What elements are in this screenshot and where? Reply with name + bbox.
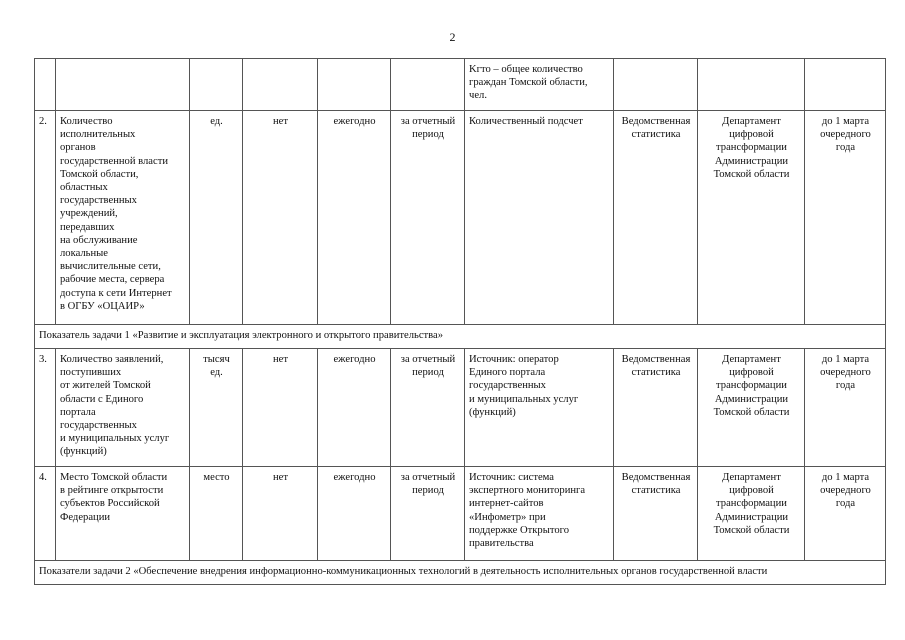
- section-row: [35, 325, 886, 349]
- method-cell: Источник: система экспертного мониторинга интернет-сайтов «Инфометр» при поддержке Открытого правительства: [465, 467, 614, 561]
- base-cell: [243, 59, 318, 111]
- frequency-cell: ежегодно: [318, 467, 391, 561]
- indicator-name: [56, 59, 190, 111]
- responsible-cell: Департамент цифровой трансформации Администрации Томской области: [698, 349, 805, 467]
- frequency-cell: ежегодно: [318, 349, 391, 467]
- frequency-cell: ежегодно: [318, 111, 391, 325]
- unit-cell: [190, 59, 243, 111]
- row-number: 4.: [35, 467, 56, 561]
- table-row: [35, 349, 886, 467]
- frequency-cell: [318, 59, 391, 111]
- indicator-name: Количество заявлений, поступивших от жителей Томской области с Единого портала государственных и муниципальных услуг (функций): [56, 349, 190, 467]
- source-cell: [614, 59, 698, 111]
- page-number: 2: [449, 30, 456, 44]
- table-row: [35, 467, 886, 561]
- row-number: [35, 59, 56, 111]
- indicator-name: Количество исполнительных органов государственной власти Томской области, областных государственных учреждений, передавших на обслуживание локальные вычислительные сети, рабочие места, сервера доступа к сети Интернет в ОГБУ «ОЦАИР»: [56, 111, 190, 325]
- period-cell: за отчетный период: [391, 111, 465, 325]
- base-cell: нет: [243, 349, 318, 467]
- responsible-cell: Департамент цифровой трансформации Администрации Томской области: [698, 111, 805, 325]
- unit-cell: место: [190, 467, 243, 561]
- responsible-cell: Департамент цифровой трансформации Администрации Томской области: [698, 467, 805, 561]
- indicator-name: Место Томской области в рейтинге открытости субъектов Российской Федерации: [56, 467, 190, 561]
- method-cell: Источник: оператор Единого портала государственных и муниципальных услуг (функций): [465, 349, 614, 467]
- unit-cell: ед.: [190, 111, 243, 325]
- period-cell: [391, 59, 465, 111]
- table-row: [35, 59, 886, 111]
- row-number: 3.: [35, 349, 56, 467]
- source-cell: Ведомственная статистика: [614, 349, 698, 467]
- row-number: 2.: [35, 111, 56, 325]
- deadline-cell: до 1 марта очередного года: [805, 349, 886, 467]
- period-cell: за отчетный период: [391, 467, 465, 561]
- section-row: [35, 561, 886, 585]
- source-cell: Ведомственная статистика: [614, 467, 698, 561]
- unit-cell: тысяч ед.: [190, 349, 243, 467]
- responsible-cell: [698, 59, 805, 111]
- method-cell: Kгто – общее количество граждан Томской области, чел.: [465, 59, 614, 111]
- deadline-cell: [805, 59, 886, 111]
- period-cell: за отчетный период: [391, 349, 465, 467]
- section-heading: Показатель задачи 1 «Развитие и эксплуатация электронного и открытого правительства»: [35, 325, 886, 349]
- deadline-cell: до 1 марта очередного года: [805, 111, 886, 325]
- deadline-cell: до 1 марта очередного года: [805, 467, 886, 561]
- indicators-table: [34, 58, 886, 585]
- base-cell: нет: [243, 111, 318, 325]
- method-cell: Количественный подсчет: [465, 111, 614, 325]
- base-cell: нет: [243, 467, 318, 561]
- table-row: [35, 111, 886, 325]
- section-heading: Показатели задачи 2 «Обеспечение внедрения информационно-коммуникационных технологий в деятельность исполнительных органов государственной власти: [35, 561, 886, 585]
- source-cell: Ведомственная статистика: [614, 111, 698, 325]
